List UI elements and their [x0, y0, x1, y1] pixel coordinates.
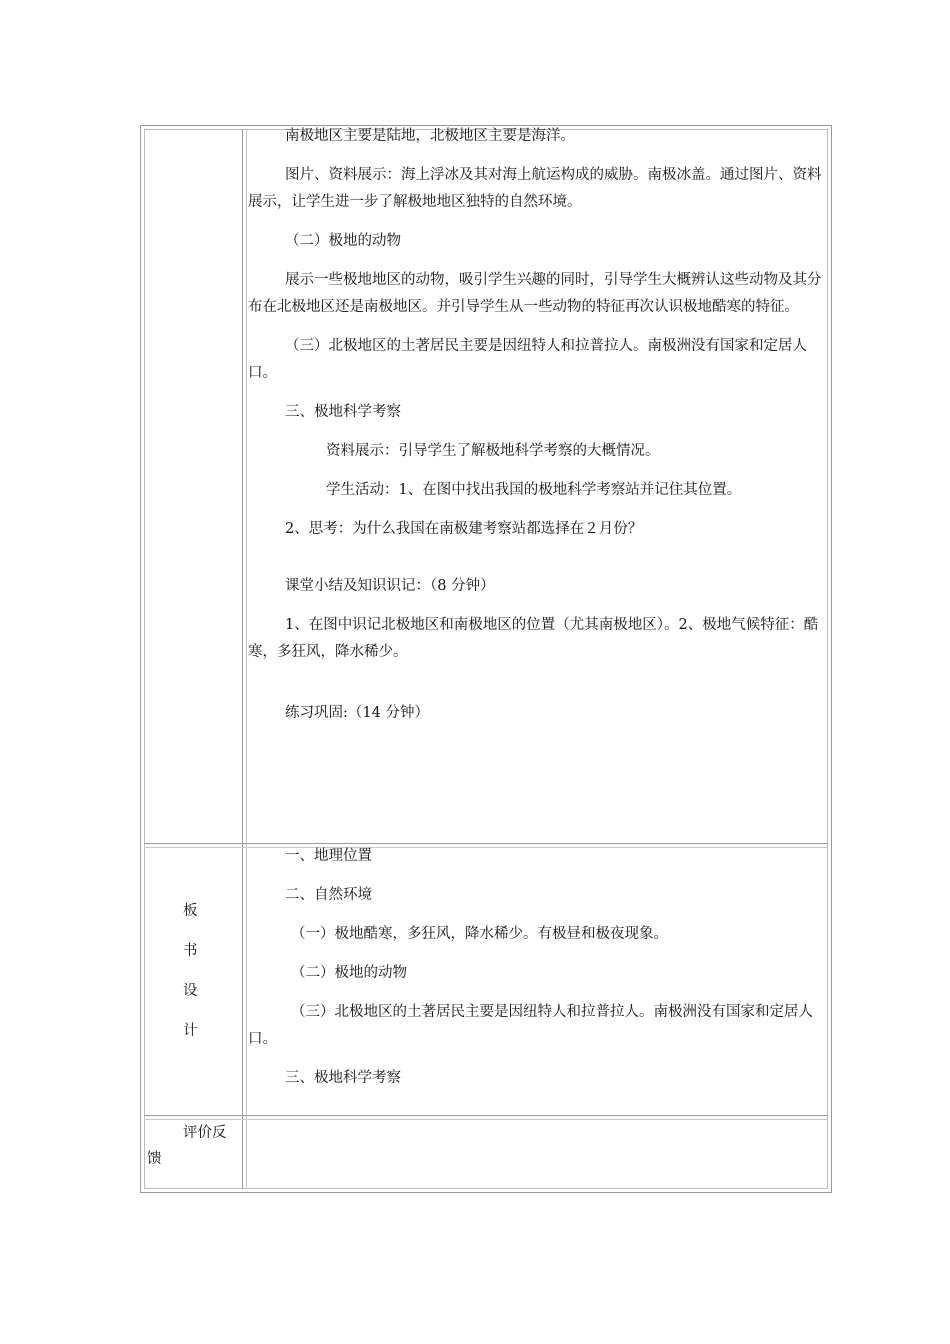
paragraph: 展示一些极地地区的动物，吸引学生兴趣的同时，引导学生大概辨认这些动物及其分布在北极地区还是南极地区。并引导学生从一些动物的特征再次认识极地酷寒的特征。: [248, 272, 822, 315]
board-label-char: 板: [183, 903, 198, 919]
paragraph: 1、在图中识记北极地区和南极地区的位置（尤其南极地区）。2、极地气候特征：酷寒，多狂风，降水稀少。: [248, 617, 819, 660]
paragraph: 2、思考：为什么我国在南极建考察站都选择在２月份？: [285, 521, 643, 537]
board-label-char: 书: [183, 943, 198, 959]
process-cell: [248, 123, 826, 727]
board-line: （二）极地的动物: [291, 965, 407, 981]
board-line: 二、自然环境: [285, 887, 372, 903]
row-divider-2: [144, 1115, 828, 1116]
feedback-label-line1: 评价反: [183, 1125, 227, 1141]
heading: 练习巩固:（14 分钟）: [285, 705, 429, 721]
subheading: （二）极地的动物: [285, 233, 401, 249]
row-divider-2-inner: [144, 1119, 828, 1120]
column-divider: [242, 129, 243, 1189]
board-label-char: 计: [183, 1023, 198, 1039]
paragraph: 图片、资料展示：海上浮冰及其对海上航运构成的威胁。南极冰盖。通过图片、资料展示，让学生进一步了解极地地区独特的自然环境。: [248, 167, 822, 210]
board-design-cell: [248, 843, 826, 1092]
column-divider-inner: [246, 129, 247, 1189]
heading: 三、极地科学考察: [285, 404, 401, 420]
paragraph: 资料展示：引导学生了解极地科学考察的大概情况。: [326, 443, 660, 459]
paragraph: 学生活动：1、在图中找出我国的极地科学考察站并记住其位置。: [326, 482, 742, 498]
board-line: 一、地理位置: [285, 848, 372, 864]
paragraph: （三）北极地区的土著居民主要是因纽特人和拉普拉人。南极洲没有国家和定居人口。: [248, 338, 807, 381]
heading: 课堂小结及知识识记：（8 分钟）: [285, 578, 495, 594]
board-label-char: 设: [183, 983, 198, 999]
feedback-label-line2: 馈: [147, 1151, 162, 1167]
paragraph: 南极地区主要是陆地，北极地区主要是海洋。: [285, 128, 575, 144]
board-line: （一）极地酷寒，多狂风，降水稀少。有极昼和极夜现象。: [291, 926, 668, 942]
board-line: 三、极地科学考察: [285, 1070, 401, 1086]
board-line: （三）北极地区的土著居民主要是因纽特人和拉普拉人。南极洲没有国家和定居人口。: [248, 1004, 813, 1047]
